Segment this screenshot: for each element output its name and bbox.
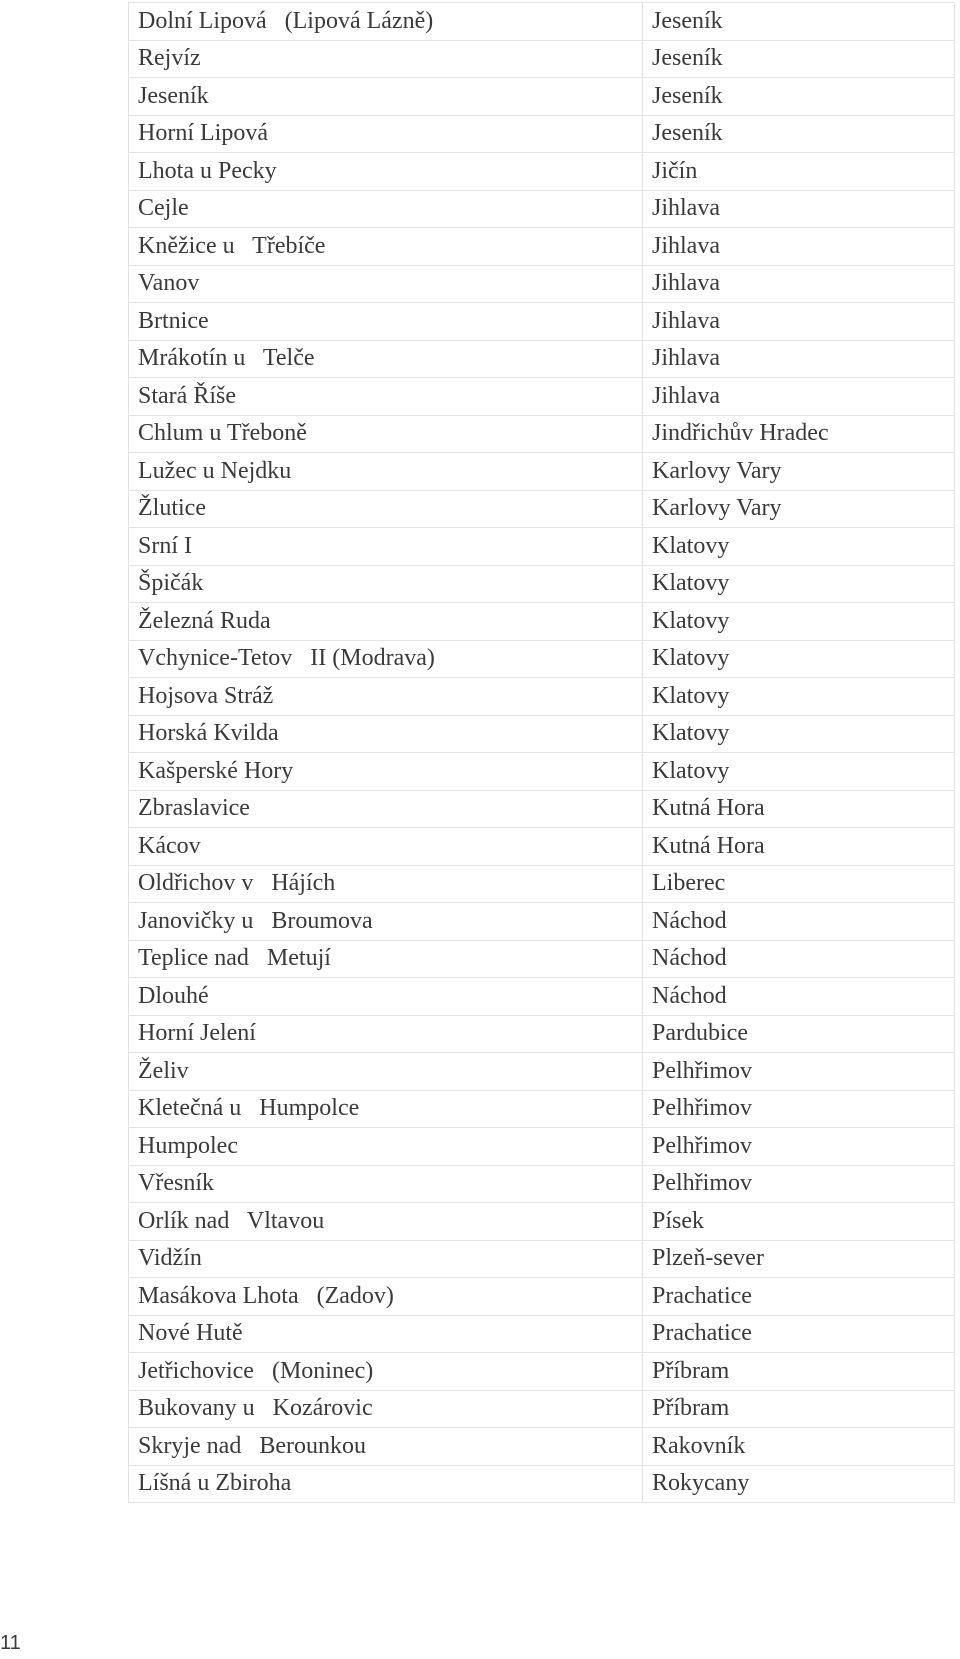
locality-cell: Horní Jelení — [129, 1015, 643, 1053]
district-cell: Klatovy — [643, 603, 955, 641]
table-row — [129, 753, 955, 791]
locations-table — [128, 2, 955, 1503]
district-cell: Jihlava — [643, 378, 955, 416]
locality-cell: Masákova Lhota (Zadov) — [129, 1278, 643, 1316]
table-row — [129, 453, 955, 491]
table-row — [129, 1315, 955, 1353]
table-row — [129, 715, 955, 753]
district-cell: Liberec — [643, 865, 955, 903]
district-cell: Kutná Hora — [643, 828, 955, 866]
table-row — [129, 865, 955, 903]
table-row — [129, 565, 955, 603]
district-cell: Rakovník — [643, 1428, 955, 1466]
locality-cell: Vidžín — [129, 1240, 643, 1278]
district-cell: Jihlava — [643, 265, 955, 303]
locality-cell: Cejle — [129, 190, 643, 228]
district-cell: Klatovy — [643, 715, 955, 753]
locality-cell: Želiv — [129, 1053, 643, 1091]
district-cell: Klatovy — [643, 753, 955, 791]
table-row — [129, 1390, 955, 1428]
district-cell: Pardubice — [643, 1015, 955, 1053]
district-cell: Příbram — [643, 1353, 955, 1391]
table-row — [129, 903, 955, 941]
table-row — [129, 1278, 955, 1316]
page-number: 11 — [0, 1632, 21, 1654]
locality-cell: Žlutice — [129, 490, 643, 528]
locality-cell: Vřesník — [129, 1165, 643, 1203]
table-row — [129, 828, 955, 866]
locality-cell: Železná Ruda — [129, 603, 643, 641]
table-row — [129, 265, 955, 303]
district-cell: Prachatice — [643, 1278, 955, 1316]
locality-cell: Chlum u Třeboně — [129, 415, 643, 453]
table-row — [129, 1353, 955, 1391]
district-cell: Příbram — [643, 1390, 955, 1428]
table-row — [129, 228, 955, 266]
district-cell: Jeseník — [643, 115, 955, 153]
table-row — [129, 78, 955, 116]
district-cell: Plzeň-sever — [643, 1240, 955, 1278]
table-row — [129, 1090, 955, 1128]
table-row — [129, 303, 955, 341]
table-row — [129, 678, 955, 716]
locality-cell: Skryje nad Berounkou — [129, 1428, 643, 1466]
table-row — [129, 940, 955, 978]
locality-cell: Vchynice-Tetov II (Modrava) — [129, 640, 643, 678]
table-row — [129, 1128, 955, 1166]
locality-cell: Stará Říše — [129, 378, 643, 416]
district-cell: Pelhřimov — [643, 1053, 955, 1091]
locality-cell: Mrákotín u Telče — [129, 340, 643, 378]
table-row — [129, 340, 955, 378]
locality-cell: Nové Hutě — [129, 1315, 643, 1353]
locality-cell: Orlík nad Vltavou — [129, 1203, 643, 1241]
locality-cell: Lhota u Pecky — [129, 153, 643, 191]
district-cell: Jeseník — [643, 40, 955, 78]
district-cell: Prachatice — [643, 1315, 955, 1353]
table-row — [129, 790, 955, 828]
district-cell: Jindřichův Hradec — [643, 415, 955, 453]
table-row — [129, 190, 955, 228]
district-cell: Jihlava — [643, 340, 955, 378]
district-cell: Klatovy — [643, 640, 955, 678]
locality-cell: Kašperské Hory — [129, 753, 643, 791]
district-cell: Jičín — [643, 153, 955, 191]
table-row — [129, 1015, 955, 1053]
district-cell: Jihlava — [643, 190, 955, 228]
district-cell: Náchod — [643, 978, 955, 1016]
locality-cell: Lužec u Nejdku — [129, 453, 643, 491]
locality-cell: Oldřichov v Hájích — [129, 865, 643, 903]
locality-cell: Teplice nad Metují — [129, 940, 643, 978]
table-row — [129, 115, 955, 153]
locality-cell: Brtnice — [129, 303, 643, 341]
district-cell: Jeseník — [643, 78, 955, 116]
locations-table-body — [129, 3, 955, 1503]
locality-cell: Rejvíz — [129, 40, 643, 78]
table-row — [129, 3, 955, 41]
district-cell: Jeseník — [643, 3, 955, 41]
locality-cell: Kácov — [129, 828, 643, 866]
table-row — [129, 1240, 955, 1278]
locality-cell: Hojsova Stráž — [129, 678, 643, 716]
district-cell: Pelhřimov — [643, 1090, 955, 1128]
locality-cell: Bukovany u Kozárovic — [129, 1390, 643, 1428]
locality-cell: Janovičky u Broumova — [129, 903, 643, 941]
district-cell: Náchod — [643, 903, 955, 941]
district-cell: Jihlava — [643, 228, 955, 266]
table-row — [129, 415, 955, 453]
table-row — [129, 528, 955, 566]
locality-cell: Kletečná u Humpolce — [129, 1090, 643, 1128]
district-cell: Klatovy — [643, 678, 955, 716]
district-cell: Klatovy — [643, 565, 955, 603]
locality-cell: Srní I — [129, 528, 643, 566]
district-cell: Pelhřimov — [643, 1165, 955, 1203]
table-row — [129, 1465, 955, 1503]
table-row — [129, 1053, 955, 1091]
locality-cell: Dolní Lipová (Lipová Lázně) — [129, 3, 643, 41]
district-cell: Pelhřimov — [643, 1128, 955, 1166]
district-cell: Písek — [643, 1203, 955, 1241]
table-row — [129, 603, 955, 641]
locality-cell: Líšná u Zbiroha — [129, 1465, 643, 1503]
locality-cell: Humpolec — [129, 1128, 643, 1166]
district-cell: Kutná Hora — [643, 790, 955, 828]
district-cell: Náchod — [643, 940, 955, 978]
locality-cell: Dlouhé — [129, 978, 643, 1016]
locality-cell: Jeseník — [129, 78, 643, 116]
district-cell: Karlovy Vary — [643, 490, 955, 528]
table-row — [129, 153, 955, 191]
table-row — [129, 640, 955, 678]
table-row — [129, 490, 955, 528]
table-row — [129, 1428, 955, 1466]
locality-cell: Kněžice u Třebíče — [129, 228, 643, 266]
table-row — [129, 40, 955, 78]
district-cell: Jihlava — [643, 303, 955, 341]
table-row — [129, 1165, 955, 1203]
district-cell: Karlovy Vary — [643, 453, 955, 491]
district-cell: Klatovy — [643, 528, 955, 566]
table-row — [129, 378, 955, 416]
table-row — [129, 978, 955, 1016]
locality-cell: Vanov — [129, 265, 643, 303]
district-cell: Rokycany — [643, 1465, 955, 1503]
locality-cell: Jetřichovice (Moninec) — [129, 1353, 643, 1391]
locality-cell: Horská Kvilda — [129, 715, 643, 753]
locality-cell: Horní Lipová — [129, 115, 643, 153]
locality-cell: Špičák — [129, 565, 643, 603]
locality-cell: Zbraslavice — [129, 790, 643, 828]
table-row — [129, 1203, 955, 1241]
